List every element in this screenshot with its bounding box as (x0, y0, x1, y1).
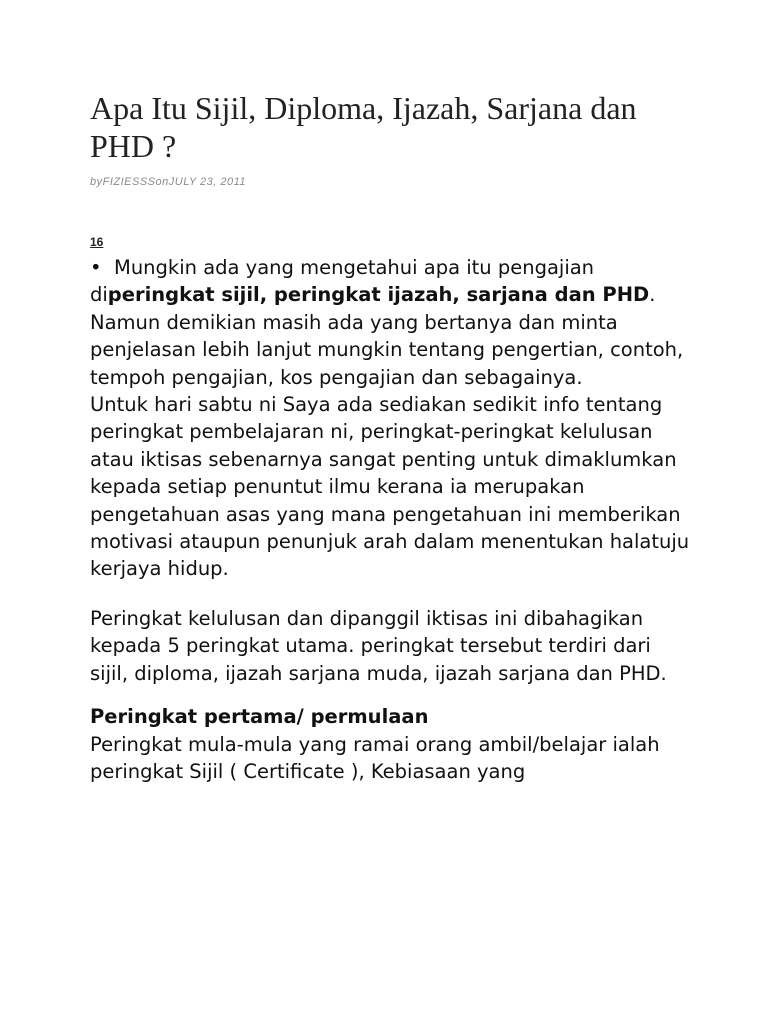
comment-count-link[interactable]: 16 (90, 235, 104, 249)
article-title: Apa Itu Sijil, Diploma, Ijazah, Sarjana dan PHD ? (90, 90, 637, 164)
section-heading: Peringkat pertama/ permulaan (90, 705, 429, 729)
paragraph-intro (90, 254, 690, 391)
byline-by-prefix: by (90, 176, 103, 188)
paragraph-intro-bold: peringkat sijil, peringkat ijazah, sarjana dan PHD (107, 283, 650, 307)
paragraph-spacer (90, 583, 690, 605)
paragraph-info: Untuk hari sabtu ni Saya ada sediakan sedikit info tentang peringkat pembelajaran ni, peringkat-peringkat kelulusan atau iktisas sebenarnya sangat penting untuk dimaklumkan kepada setiap penuntut ilmu kerana ia merupakan pengetahuan asas yang mana pengetahuan ini memberikan motivasi ataupun penunjuk arah dalam menentukan halatuju kerjaya hidup. (90, 393, 690, 581)
paragraph-intro-lead: Mungkin ada yang mengetahui apa itu pengajian di (90, 256, 595, 307)
article-body (90, 254, 690, 785)
byline-date: JULY 23, 2011 (168, 176, 247, 188)
byline-author-link[interactable]: FIZIESSS (102, 176, 156, 188)
paragraph-first-level: Peringkat mula-mula yang ramai orang ambil/belajar ialah peringkat Sijil ( Certificate ), Kebiasaan yang (90, 732, 660, 783)
article-byline (90, 176, 246, 188)
byline-on-prefix: on (155, 176, 169, 188)
paragraph-spacer (90, 687, 690, 703)
paragraph-intro-tail: . Namun demikian masih ada yang bertanya dan minta penjelasan lebih lanjut mungkin tentang pengertian, contoh, tempoh pengajian, kos pengajian dan sebagainya. (90, 283, 684, 389)
bullet-icon: • (90, 256, 102, 279)
paragraph-levels: Peringkat kelulusan dan dipanggil iktisas ini dibahagikan kepada 5 peringkat utama. peringkat tersebut terdiri dari sijil, diploma, ijazah sarjana muda, ijazah sarjana dan PHD. (90, 606, 667, 685)
